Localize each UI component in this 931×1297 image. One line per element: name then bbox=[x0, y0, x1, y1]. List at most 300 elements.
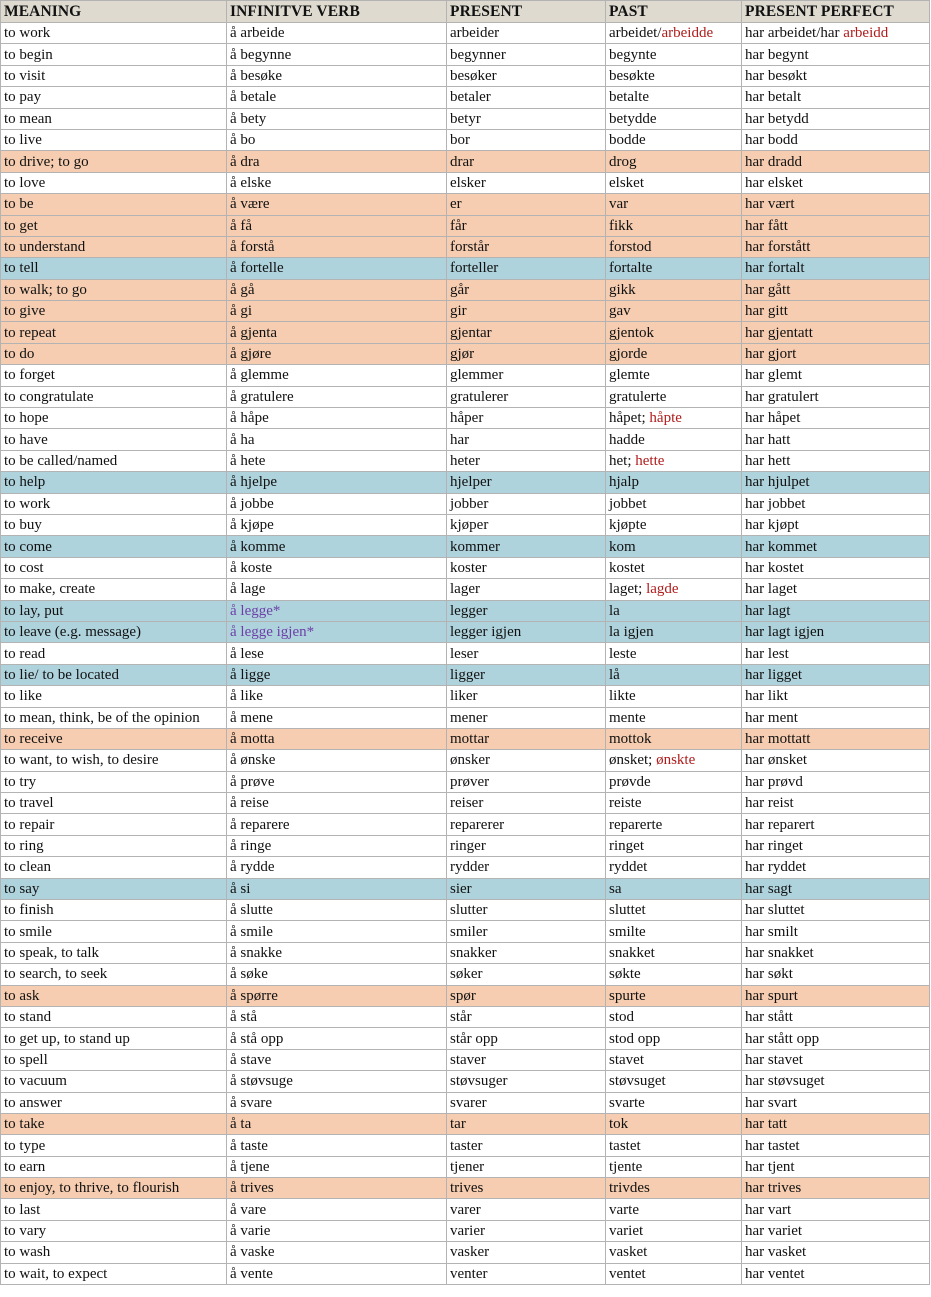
meaning-cell bbox=[1, 1263, 227, 1284]
cell-text: sier bbox=[450, 880, 472, 897]
cell-text: to help bbox=[4, 474, 46, 491]
cell-text: har gått bbox=[745, 281, 791, 298]
cell-text: har kjøpt bbox=[745, 517, 799, 534]
table-header-row bbox=[1, 1, 930, 23]
cell-text: å taste bbox=[230, 1137, 268, 1154]
cell-text: spør bbox=[450, 987, 476, 1004]
meaning-cell bbox=[1, 771, 227, 792]
infinitive-cell bbox=[227, 1199, 447, 1220]
cell-text: to want, to wish, to desire bbox=[4, 752, 159, 769]
cell-text: ønsket; bbox=[609, 752, 657, 769]
present-perfect-cell bbox=[742, 450, 930, 471]
table-row bbox=[1, 707, 930, 728]
present-perfect-cell bbox=[742, 771, 930, 792]
cell-text: har sluttet bbox=[745, 902, 805, 919]
infinitive-cell bbox=[227, 1006, 447, 1027]
past-cell bbox=[606, 194, 742, 215]
infinitive-cell bbox=[227, 1049, 447, 1070]
cell-text: to finish bbox=[4, 902, 54, 919]
cell-text: stod bbox=[609, 1009, 635, 1026]
past-cell bbox=[606, 87, 742, 108]
cell-text: to mean, think, be of the opinion bbox=[4, 709, 200, 726]
cell-text: har dradd bbox=[745, 153, 803, 170]
infinitive-cell bbox=[227, 450, 447, 471]
meaning-cell bbox=[1, 1071, 227, 1092]
infinitive-cell bbox=[227, 1028, 447, 1049]
cell-text: gikk bbox=[609, 281, 636, 298]
header-past: PAST bbox=[606, 1, 742, 23]
meaning-cell bbox=[1, 44, 227, 65]
meaning-cell bbox=[1, 921, 227, 942]
past-cell bbox=[606, 750, 742, 771]
infinitive-cell bbox=[227, 279, 447, 300]
table-row bbox=[1, 1028, 930, 1049]
cell-text: to travel bbox=[4, 795, 54, 812]
cell-text: to lie/ to be located bbox=[4, 666, 119, 683]
cell-text: har ment bbox=[745, 709, 798, 726]
present-cell bbox=[447, 1028, 606, 1049]
present-perfect-cell bbox=[742, 686, 930, 707]
table-row bbox=[1, 236, 930, 257]
alternate-form: håpte bbox=[649, 410, 682, 427]
infinitive-cell bbox=[227, 65, 447, 86]
cell-text: svarte bbox=[609, 1094, 645, 1111]
infinitive-cell bbox=[227, 814, 447, 835]
table-row bbox=[1, 258, 930, 279]
cell-text: forteller bbox=[450, 260, 499, 277]
present-perfect-cell bbox=[742, 621, 930, 642]
table-row bbox=[1, 814, 930, 835]
present-cell bbox=[447, 557, 606, 578]
cell-text: søker bbox=[450, 966, 483, 983]
cell-text: har sagt bbox=[745, 880, 793, 897]
cell-text: har fått bbox=[745, 217, 788, 234]
cell-text: å si bbox=[230, 880, 251, 897]
cell-text: har støvsuget bbox=[745, 1073, 825, 1090]
present-perfect-cell bbox=[742, 108, 930, 129]
cell-text: to leave (e.g. message) bbox=[4, 624, 142, 641]
past-cell bbox=[606, 921, 742, 942]
cell-text: to answer bbox=[4, 1094, 62, 1111]
infinitive-cell bbox=[227, 921, 447, 942]
present-cell bbox=[447, 771, 606, 792]
table-row bbox=[1, 985, 930, 1006]
past-cell bbox=[606, 985, 742, 1006]
table-row bbox=[1, 172, 930, 193]
table-row bbox=[1, 857, 930, 878]
cell-text: to lay, put bbox=[4, 602, 64, 619]
past-cell bbox=[606, 386, 742, 407]
table-row bbox=[1, 279, 930, 300]
meaning-cell bbox=[1, 664, 227, 685]
table-row bbox=[1, 1071, 930, 1092]
cell-text: vasket bbox=[609, 1244, 648, 1261]
cell-text: har forstått bbox=[745, 239, 811, 256]
cell-text: å gå bbox=[230, 281, 255, 298]
present-cell bbox=[447, 44, 606, 65]
cell-text: to vacuum bbox=[4, 1073, 67, 1090]
cell-text: ringer bbox=[450, 838, 486, 855]
present-perfect-cell bbox=[742, 322, 930, 343]
cell-text: håper bbox=[450, 410, 484, 427]
cell-text: likte bbox=[609, 688, 636, 705]
present-perfect-cell bbox=[742, 493, 930, 514]
present-cell bbox=[447, 1242, 606, 1263]
present-cell bbox=[447, 1113, 606, 1134]
past-cell bbox=[606, 857, 742, 878]
present-cell bbox=[447, 1135, 606, 1156]
table-row bbox=[1, 1242, 930, 1263]
present-cell bbox=[447, 279, 606, 300]
cell-text: gratulerer bbox=[450, 388, 509, 405]
past-cell bbox=[606, 429, 742, 450]
cell-text: forstod bbox=[609, 239, 652, 256]
cell-text: to have bbox=[4, 431, 48, 448]
present-cell bbox=[447, 1006, 606, 1027]
cell-text: har lagt bbox=[745, 602, 791, 619]
cell-text: to wait, to expect bbox=[4, 1265, 108, 1282]
cell-text: å ta bbox=[230, 1116, 252, 1133]
cell-text: å like bbox=[230, 688, 263, 705]
table-row bbox=[1, 621, 930, 642]
cell-text: mottok bbox=[609, 731, 652, 748]
present-perfect-cell bbox=[742, 793, 930, 814]
cell-text: lager bbox=[450, 581, 480, 598]
cell-text: å støvsuge bbox=[230, 1073, 293, 1090]
cell-text: har stått opp bbox=[745, 1030, 820, 1047]
cell-text: gav bbox=[609, 303, 631, 320]
infinitive-cell bbox=[227, 900, 447, 921]
cell-text: å få bbox=[230, 217, 253, 234]
table-row bbox=[1, 942, 930, 963]
past-cell bbox=[606, 23, 742, 44]
present-cell bbox=[447, 343, 606, 364]
meaning-cell bbox=[1, 1006, 227, 1027]
cell-text: har gitt bbox=[745, 303, 788, 320]
table-row bbox=[1, 322, 930, 343]
cell-text: to earn bbox=[4, 1158, 46, 1175]
cell-text: har reist bbox=[745, 795, 794, 812]
cell-text: å trives bbox=[230, 1180, 274, 1197]
present-cell bbox=[447, 301, 606, 322]
cell-text: fortalte bbox=[609, 260, 653, 277]
table-row bbox=[1, 536, 930, 557]
cell-text: å prøve bbox=[230, 773, 275, 790]
cell-text: venter bbox=[450, 1265, 488, 1282]
infinitive-cell bbox=[227, 151, 447, 172]
present-cell bbox=[447, 686, 606, 707]
table-row bbox=[1, 1263, 930, 1284]
past-cell bbox=[606, 1242, 742, 1263]
past-cell bbox=[606, 878, 742, 899]
cell-text: har hett bbox=[745, 453, 791, 469]
present-cell bbox=[447, 129, 606, 150]
present-perfect-cell bbox=[742, 1049, 930, 1070]
present-perfect-cell bbox=[742, 23, 930, 44]
table-row bbox=[1, 87, 930, 108]
infinitive-cell bbox=[227, 87, 447, 108]
cell-text: het; bbox=[609, 453, 636, 469]
past-cell bbox=[606, 771, 742, 792]
cell-text: to repair bbox=[4, 816, 55, 833]
cell-text: fikk bbox=[609, 217, 634, 234]
meaning-cell bbox=[1, 1178, 227, 1199]
cell-text: staver bbox=[450, 1051, 486, 1068]
cell-text: stavet bbox=[609, 1051, 644, 1068]
cell-text: to live bbox=[4, 132, 42, 149]
cell-text: å stave bbox=[230, 1051, 272, 1068]
present-cell bbox=[447, 108, 606, 129]
cell-text: trives bbox=[450, 1180, 484, 1197]
cell-text: har ønsket bbox=[745, 752, 808, 769]
cell-text: to walk; to go bbox=[4, 281, 87, 298]
meaning-cell bbox=[1, 1199, 227, 1220]
present-perfect-cell bbox=[742, 835, 930, 856]
cell-text: å ha bbox=[230, 431, 255, 448]
past-cell bbox=[606, 365, 742, 386]
cell-text: to take bbox=[4, 1116, 45, 1133]
cell-text: støvsuget bbox=[609, 1073, 666, 1090]
cell-text: to give bbox=[4, 303, 46, 320]
meaning-cell bbox=[1, 87, 227, 108]
present-perfect-cell bbox=[742, 301, 930, 322]
past-cell bbox=[606, 493, 742, 514]
present-cell bbox=[447, 985, 606, 1006]
table-row bbox=[1, 194, 930, 215]
cell-text: har bodd bbox=[745, 132, 798, 149]
present-perfect-cell bbox=[742, 964, 930, 985]
cell-text: tjente bbox=[609, 1158, 643, 1175]
table-row bbox=[1, 65, 930, 86]
present-perfect-cell bbox=[742, 643, 930, 664]
present-cell bbox=[447, 1263, 606, 1284]
cell-text: to come bbox=[4, 538, 52, 555]
cell-text: har ringet bbox=[745, 838, 803, 855]
infinitive-cell bbox=[227, 1135, 447, 1156]
table-row bbox=[1, 900, 930, 921]
alternate-form: hette bbox=[635, 453, 665, 469]
present-cell bbox=[447, 493, 606, 514]
infinitive-cell bbox=[227, 129, 447, 150]
past-cell bbox=[606, 1049, 742, 1070]
cell-text: å dra bbox=[230, 153, 260, 170]
cell-text: drar bbox=[450, 153, 475, 170]
cell-text: å fortelle bbox=[230, 260, 284, 277]
cell-text: har fortalt bbox=[745, 260, 805, 277]
present-perfect-cell bbox=[742, 536, 930, 557]
past-cell bbox=[606, 472, 742, 493]
cell-text: har tastet bbox=[745, 1137, 800, 1154]
cell-text: stod opp bbox=[609, 1030, 661, 1047]
cell-text: to drive; to go bbox=[4, 153, 89, 170]
table-row bbox=[1, 1006, 930, 1027]
cell-text: arbeidet/ bbox=[609, 25, 662, 42]
cell-text: har laget bbox=[745, 581, 798, 598]
present-cell bbox=[447, 621, 606, 642]
present-perfect-cell bbox=[742, 194, 930, 215]
present-cell bbox=[447, 258, 606, 279]
present-cell bbox=[447, 600, 606, 621]
meaning-cell bbox=[1, 151, 227, 172]
past-cell bbox=[606, 964, 742, 985]
cell-text: to receive bbox=[4, 731, 63, 748]
infinitive-cell bbox=[227, 194, 447, 215]
cell-text: gir bbox=[450, 303, 467, 320]
past-cell bbox=[606, 514, 742, 535]
cell-text: å jobbe bbox=[230, 495, 274, 512]
cell-text: to mean bbox=[4, 110, 52, 127]
meaning-cell bbox=[1, 215, 227, 236]
present-perfect-cell bbox=[742, 215, 930, 236]
past-cell bbox=[606, 108, 742, 129]
meaning-cell bbox=[1, 365, 227, 386]
past-cell bbox=[606, 301, 742, 322]
cell-text: håpet; bbox=[609, 410, 650, 427]
present-cell bbox=[447, 172, 606, 193]
past-cell bbox=[606, 557, 742, 578]
meaning-cell bbox=[1, 1242, 227, 1263]
cell-text: trivdes bbox=[609, 1180, 650, 1197]
cell-text: reiser bbox=[450, 795, 484, 812]
cell-text: har stavet bbox=[745, 1051, 803, 1068]
present-perfect-cell bbox=[742, 1263, 930, 1284]
past-cell bbox=[606, 1178, 742, 1199]
past-cell bbox=[606, 236, 742, 257]
cell-text: to begin bbox=[4, 46, 53, 63]
cell-text: to get bbox=[4, 217, 38, 234]
present-cell bbox=[447, 814, 606, 835]
present-perfect-cell bbox=[742, 44, 930, 65]
past-cell bbox=[606, 1220, 742, 1241]
cell-text: to ring bbox=[4, 838, 44, 855]
past-cell bbox=[606, 1071, 742, 1092]
infinitive-cell bbox=[227, 600, 447, 621]
cell-text: å håpe bbox=[230, 410, 269, 427]
present-perfect-cell bbox=[742, 557, 930, 578]
cell-text: to visit bbox=[4, 67, 46, 84]
past-cell bbox=[606, 65, 742, 86]
meaning-cell bbox=[1, 985, 227, 1006]
past-cell bbox=[606, 900, 742, 921]
cell-text: har vasket bbox=[745, 1244, 807, 1261]
past-cell bbox=[606, 579, 742, 600]
past-cell bbox=[606, 129, 742, 150]
cell-text: glemmer bbox=[450, 367, 504, 384]
alternate-form: arbeidd bbox=[843, 25, 889, 42]
cell-text: spurte bbox=[609, 987, 646, 1004]
table-row bbox=[1, 664, 930, 685]
cell-text: har spurt bbox=[745, 987, 798, 1004]
present-perfect-cell bbox=[742, 1113, 930, 1134]
cell-text: ventet bbox=[609, 1265, 646, 1282]
infinitive-cell bbox=[227, 835, 447, 856]
cell-text: har besøkt bbox=[745, 67, 808, 84]
infinitive-cell bbox=[227, 493, 447, 514]
cell-text: å legge* bbox=[230, 602, 281, 619]
cell-text: bodde bbox=[609, 132, 646, 149]
cell-text: å komme bbox=[230, 538, 286, 555]
cell-text: å vente bbox=[230, 1265, 273, 1282]
cell-text: smilte bbox=[609, 923, 646, 940]
present-perfect-cell bbox=[742, 343, 930, 364]
cell-text: har bbox=[450, 431, 470, 448]
past-cell bbox=[606, 1156, 742, 1177]
cell-text: to cost bbox=[4, 559, 44, 576]
cell-text: smiler bbox=[450, 923, 488, 940]
past-cell bbox=[606, 1135, 742, 1156]
cell-text: legger igjen bbox=[450, 624, 522, 641]
cell-text: å ringe bbox=[230, 838, 272, 855]
past-cell bbox=[606, 151, 742, 172]
infinitive-cell bbox=[227, 472, 447, 493]
cell-text: har jobbet bbox=[745, 495, 806, 512]
present-perfect-cell bbox=[742, 151, 930, 172]
infinitive-cell bbox=[227, 386, 447, 407]
cell-text: leser bbox=[450, 645, 479, 662]
present-perfect-cell bbox=[742, 429, 930, 450]
cell-text: slutter bbox=[450, 902, 488, 919]
meaning-cell bbox=[1, 23, 227, 44]
present-cell bbox=[447, 215, 606, 236]
cell-text: å svare bbox=[230, 1094, 273, 1111]
cell-text: er bbox=[450, 196, 462, 213]
table-row bbox=[1, 514, 930, 535]
infinitive-cell bbox=[227, 878, 447, 899]
table-row bbox=[1, 1220, 930, 1241]
cell-text: to congratulate bbox=[4, 388, 94, 405]
cell-text: å gjenta bbox=[230, 324, 278, 341]
cell-text: har svart bbox=[745, 1094, 798, 1111]
present-perfect-cell bbox=[742, 1178, 930, 1199]
infinitive-cell bbox=[227, 108, 447, 129]
cell-text: to do bbox=[4, 346, 35, 363]
cell-text: to understand bbox=[4, 239, 86, 256]
cell-text: to read bbox=[4, 645, 46, 662]
past-cell bbox=[606, 322, 742, 343]
cell-text: to say bbox=[4, 880, 40, 897]
past-cell bbox=[606, 1028, 742, 1049]
past-cell bbox=[606, 536, 742, 557]
cell-text: to pay bbox=[4, 89, 42, 106]
cell-text: tok bbox=[609, 1116, 629, 1133]
meaning-cell bbox=[1, 236, 227, 257]
meaning-cell bbox=[1, 472, 227, 493]
cell-text: mente bbox=[609, 709, 646, 726]
cell-text: forstår bbox=[450, 239, 490, 256]
cell-text: har reparert bbox=[745, 816, 815, 833]
cell-text: å motta bbox=[230, 731, 275, 748]
cell-text: to buy bbox=[4, 517, 42, 534]
cell-text: elsker bbox=[450, 174, 486, 191]
meaning-cell bbox=[1, 878, 227, 899]
present-cell bbox=[447, 579, 606, 600]
infinitive-cell bbox=[227, 1092, 447, 1113]
cell-text: kommer bbox=[450, 538, 500, 555]
cell-text: å spørre bbox=[230, 987, 278, 1004]
cell-text: to make, create bbox=[4, 581, 96, 598]
table-row bbox=[1, 408, 930, 429]
meaning-cell bbox=[1, 450, 227, 471]
cell-text: to spell bbox=[4, 1051, 48, 1068]
cell-text: drog bbox=[609, 153, 637, 170]
cell-text: vasker bbox=[450, 1244, 490, 1261]
cell-text: bor bbox=[450, 132, 470, 149]
cell-text: å legge igjen* bbox=[230, 624, 315, 641]
cell-text: har lagt igjen bbox=[745, 624, 825, 641]
cell-text: betaler bbox=[450, 89, 491, 106]
past-cell bbox=[606, 1113, 742, 1134]
table-row bbox=[1, 1092, 930, 1113]
